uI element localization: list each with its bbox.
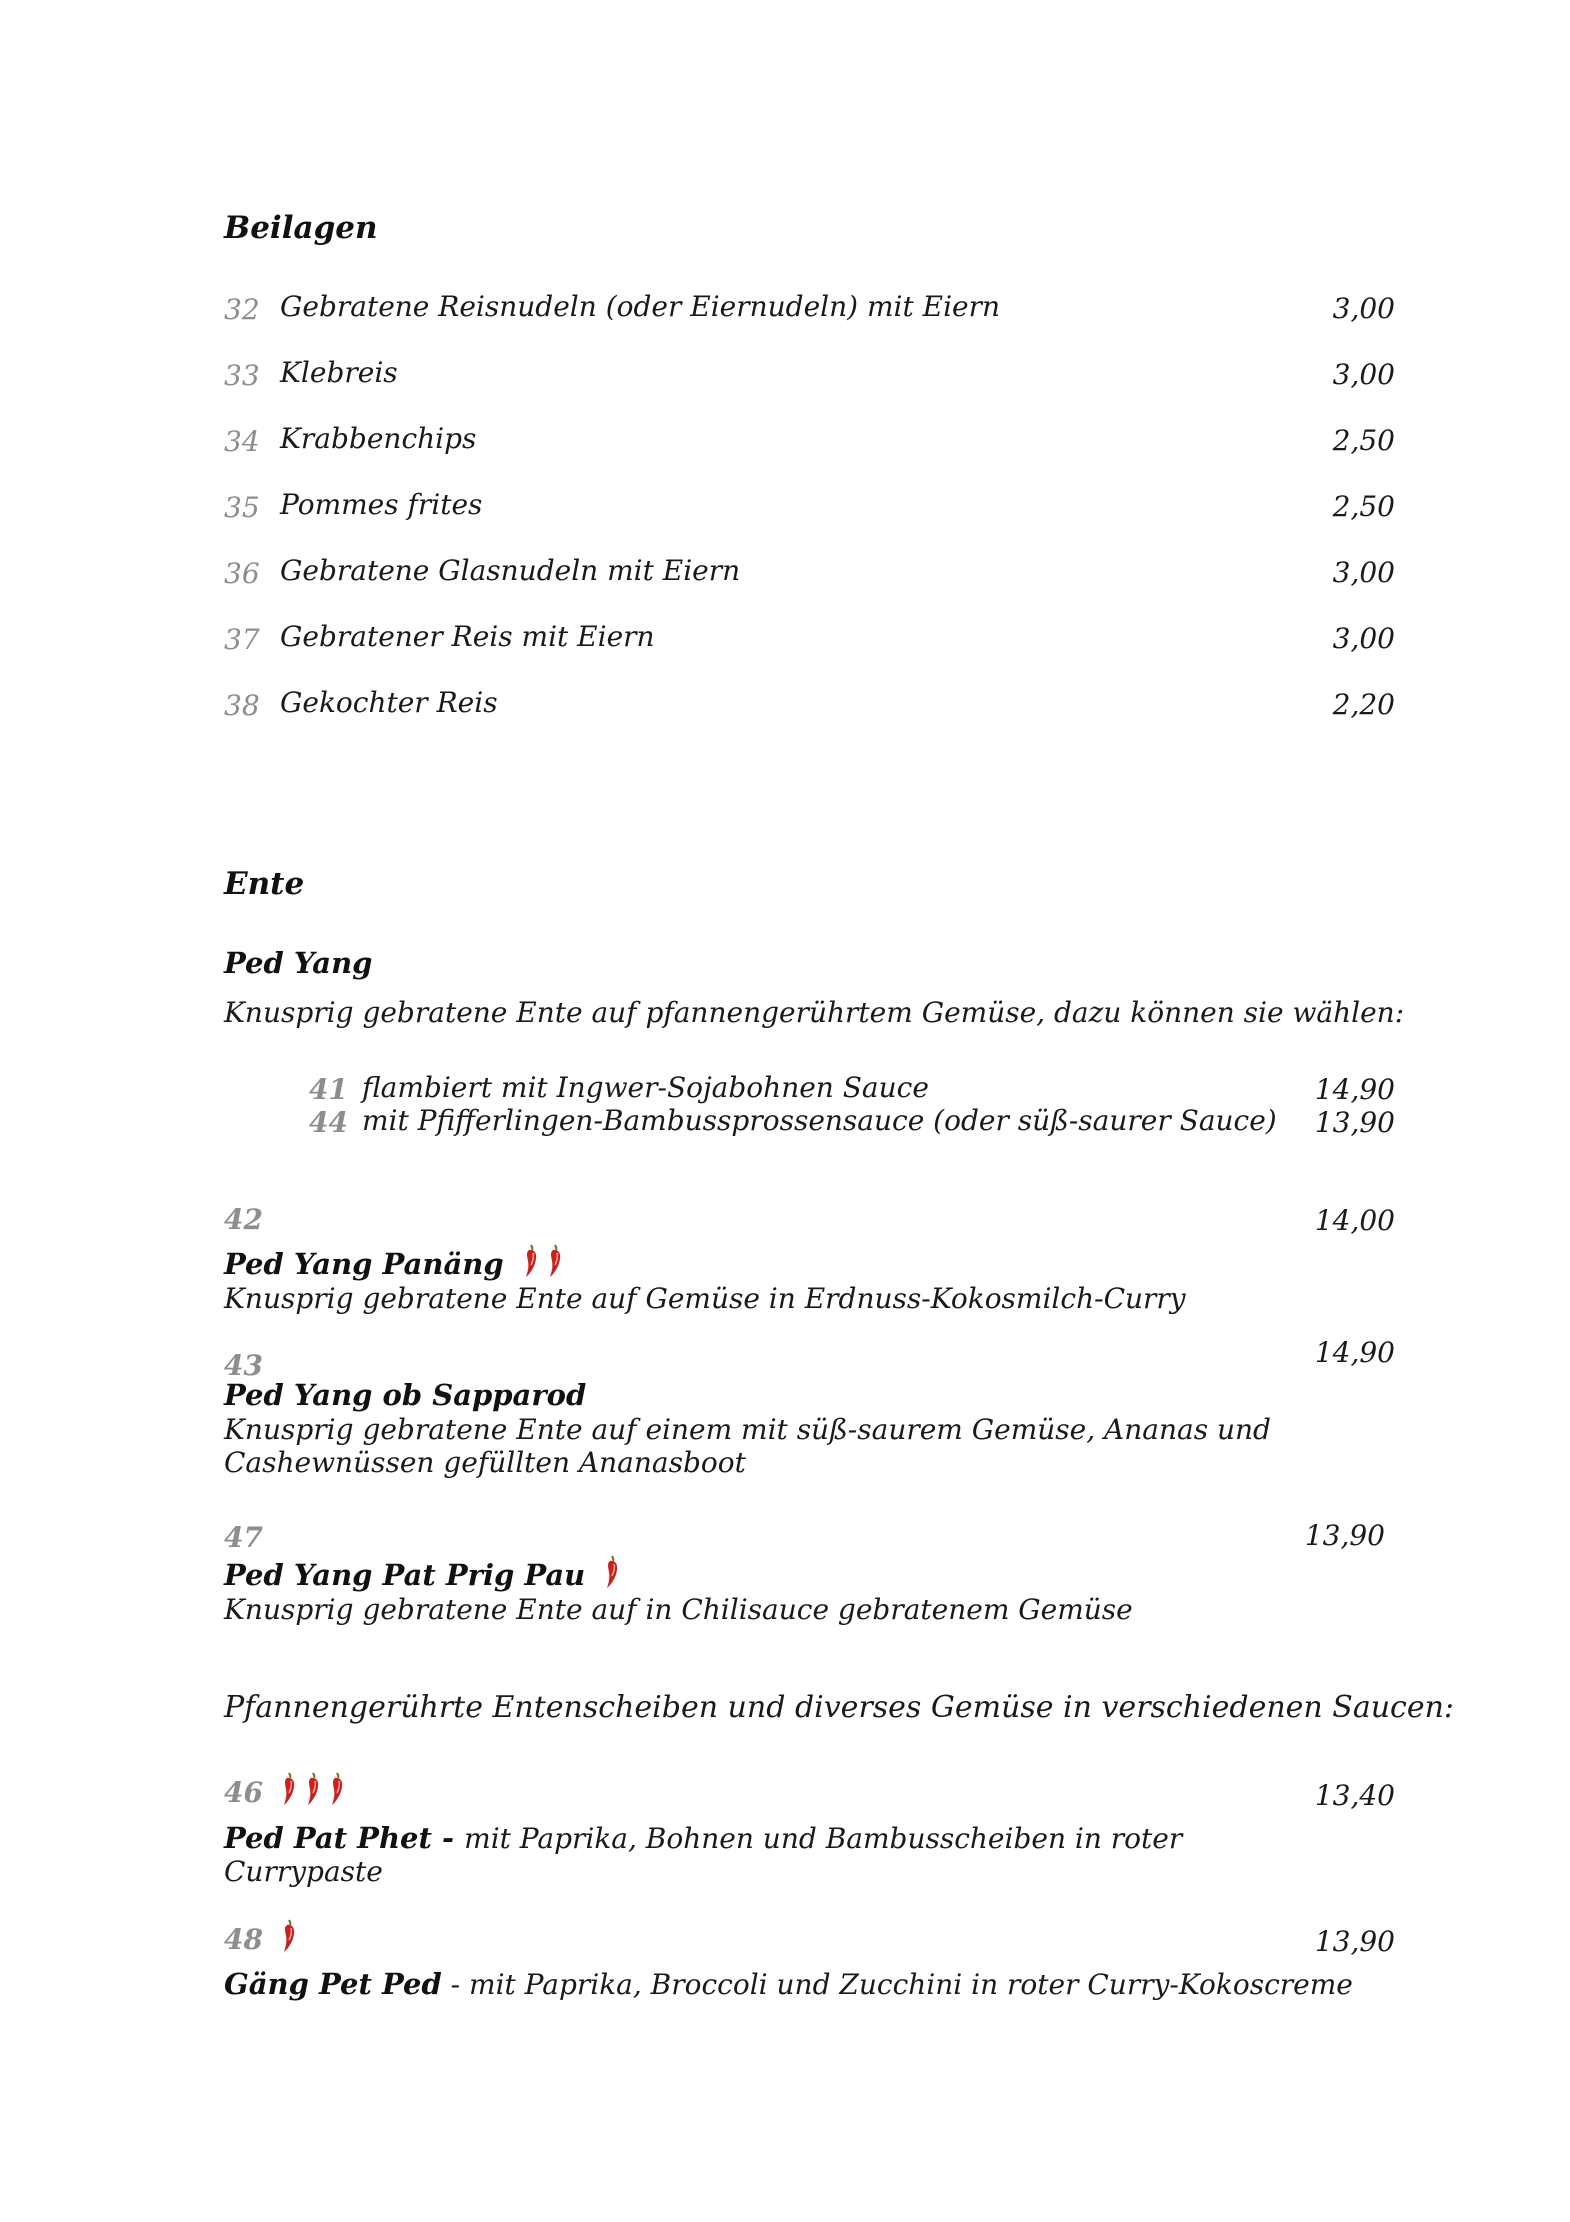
item-name: Klebreis [280, 356, 398, 389]
section-intro: Pfannengerührte Entenscheiben und diverses Gemüse in verschiedenen Saucen: [224, 1690, 1455, 1725]
item-number: 34 [224, 425, 260, 458]
option-name: mit Pfifferlingen-Bambussprossensauce (oder süß-saurer Sauce) [362, 1104, 1277, 1137]
item-number: 38 [224, 689, 260, 722]
dish-description: Knusprig gebratene Ente auf in Chilisauce gebratenem Gemüse [224, 1593, 1133, 1626]
dish-number: 48 [224, 1923, 263, 1956]
section-heading-ente: Ente [224, 866, 305, 902]
dish-title: Ped Yang Panäng [224, 1247, 504, 1281]
item-price: 3,00 [1332, 622, 1395, 655]
chili-pepper-icon [546, 1244, 564, 1278]
dish-description: Knusprig gebratene Ente auf pfannengerührtem Gemüse, dazu können sie wählen: [224, 996, 1405, 1029]
option-price: 14,90 [1314, 1073, 1395, 1106]
dish-number: 46 [224, 1776, 263, 1809]
chili-pepper-icon [304, 1772, 322, 1806]
dish-description: Currypaste [224, 1855, 383, 1888]
dish-title: Ped Yang [224, 946, 373, 980]
dish-description: mit Paprika, Bohnen und Bambusscheiben in roter [464, 1822, 1183, 1855]
option-name: flambiert mit Ingwer-Sojabohnen Sauce [362, 1071, 929, 1104]
dish-number: 47 [224, 1521, 263, 1554]
dish-price: 13,40 [1314, 1779, 1395, 1812]
dish-title: Ped Yang ob Sapparod [224, 1378, 587, 1412]
dish-price: 14,00 [1314, 1204, 1395, 1237]
dish-title: Gäng Pet Ped [224, 1967, 442, 2001]
item-name: Gebratener Reis mit Eiern [280, 620, 655, 653]
dish-description: Cashewnüssen gefüllten Ananasboot [224, 1446, 746, 1479]
chili-group [603, 1558, 627, 1592]
item-price: 3,00 [1332, 358, 1395, 391]
dish-title-row [224, 1244, 570, 1281]
dish-description: - mit Paprika, Broccoli und Zucchini in roter Curry-Kokoscreme [441, 1968, 1353, 2001]
dish-title: Ped Pat Phet - [224, 1821, 465, 1855]
chili-pepper-icon [603, 1555, 621, 1589]
item-price: 3,00 [1332, 292, 1395, 325]
chili-pepper-icon [280, 1919, 298, 1953]
item-price: 2,50 [1332, 490, 1395, 523]
dish-price: 13,90 [1304, 1519, 1385, 1552]
chili-group [280, 1776, 352, 1809]
chili-group [522, 1247, 570, 1281]
dish-number: 43 [224, 1349, 263, 1382]
section-heading-beilagen: Beilagen [224, 210, 378, 246]
item-number: 36 [224, 557, 260, 590]
option-price: 13,90 [1314, 1106, 1395, 1139]
chili-pepper-icon [280, 1772, 298, 1806]
chili-pepper-icon [522, 1244, 540, 1278]
item-name: Gebratene Reisnudeln (oder Eiernudeln) mit Eiern [280, 290, 1001, 323]
dish-number: 42 [224, 1203, 263, 1236]
dish-number-row [224, 1919, 304, 1956]
option-number: 44 [309, 1106, 348, 1139]
item-price: 3,00 [1332, 556, 1395, 589]
item-number: 32 [224, 293, 260, 326]
item-number: 37 [224, 623, 260, 656]
item-name: Gekochter Reis [280, 686, 498, 719]
chili-pepper-icon [328, 1772, 346, 1806]
item-name: Gebratene Glasnudeln mit Eiern [280, 554, 741, 587]
dish-price: 14,90 [1314, 1336, 1395, 1369]
dish-number-row [224, 1772, 352, 1809]
item-number: 33 [224, 359, 260, 392]
dish-description: Knusprig gebratene Ente auf einem mit süß-saurem Gemüse, Ananas und [224, 1413, 1271, 1446]
dish-title-row [224, 1555, 627, 1592]
item-name: Pommes frites [280, 488, 483, 521]
item-price: 2,50 [1332, 424, 1395, 457]
dish-line [224, 1967, 1353, 2001]
chili-group [280, 1923, 304, 1956]
dish-line [224, 1821, 1182, 1855]
option-number: 41 [309, 1073, 348, 1106]
item-price: 2,20 [1332, 688, 1395, 721]
item-number: 35 [224, 491, 260, 524]
dish-title: Ped Yang Pat Prig Pau [224, 1558, 586, 1592]
dish-price: 13,90 [1314, 1925, 1395, 1958]
dish-description: Knusprig gebratene Ente auf Gemüse in Erdnuss-Kokosmilch-Curry [224, 1282, 1186, 1315]
item-name: Krabbenchips [280, 422, 477, 455]
